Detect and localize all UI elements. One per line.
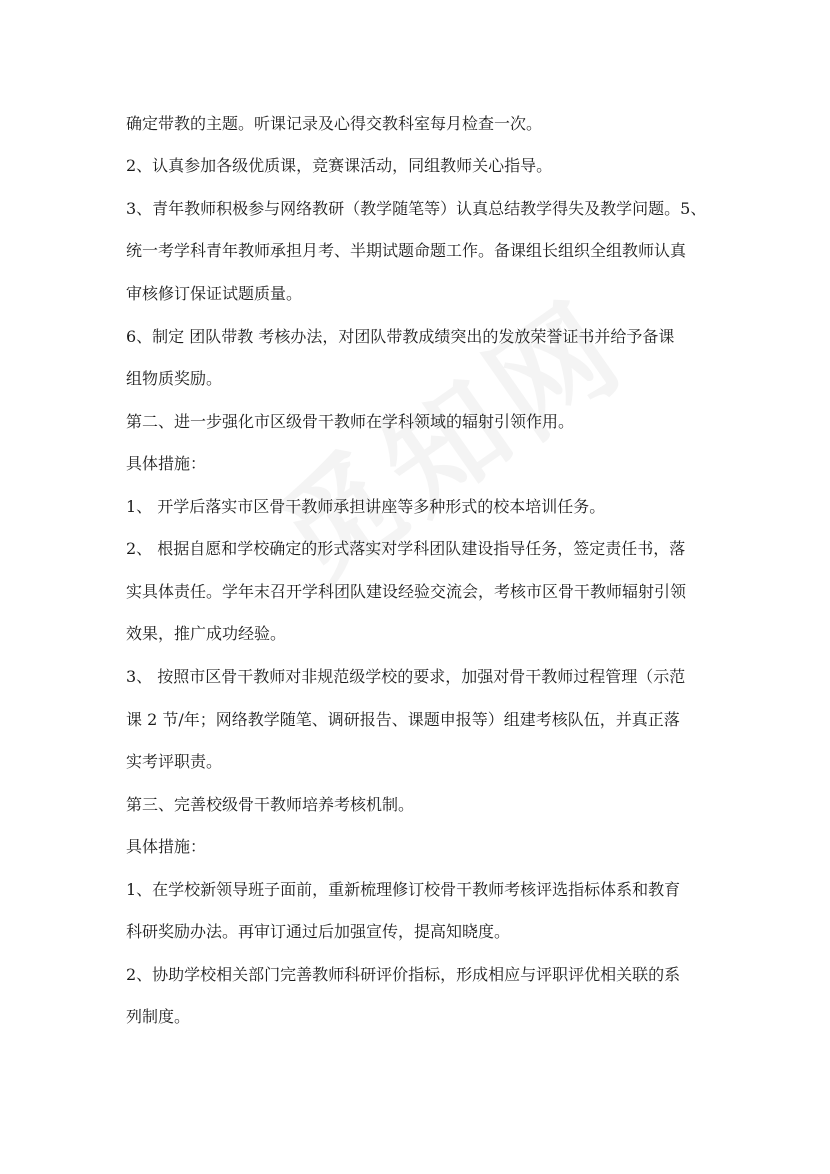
text-line: 第二、进一步强化市区级骨干教师在学科领域的辐射引领作用。 [126,412,575,431]
text-line: 6、制定 团队带教 考核办法，对团队带教成绩突出的发放荣誉证书并给予备课 [126,327,675,346]
text-line: 确定带教的主题。听课记录及心得交教科室每月检查一次。 [126,114,543,133]
text-line: 组物质奖励。 [126,369,223,388]
text-line: 2、 根据自愿和学校确定的形式落实对学科团队建设指导任务，签定责任书，落 [126,539,686,558]
text-line: 列制度。 [126,1007,191,1026]
text-line: 统一考学科青年教师承担月考、半期试题命题工作。备课组长组织全组教师认真 [126,241,687,260]
text-line: 1、 开学后落实市区骨干教师承担讲座等多种形式的校本培训任务。 [126,497,606,516]
text-line: 3、 按照市区骨干教师对非规范级学校的要求，加强对骨干教师过程管理（示范 [126,667,686,686]
text-line: 3、青年教师积极参与网络教研（教学随笔等）认真总结教学得失及教学问题。5、 [126,199,707,218]
text-line: 具体措施： [126,837,207,856]
text-line: 第三、完善校级骨干教师培养考核机制。 [126,795,415,814]
text-line: 效果，推广成功经验。 [126,624,287,643]
text-line: 科研奖励办法。再审订通过后加强宣传，提高知晓度。 [126,922,511,941]
text-line: 实具体责任。学年末召开学科团队建设经验交流会，考核市区骨干教师辐射引领 [126,582,687,601]
text-line: 课 2 节/年；网络教学随笔、调研报告、课题申报等）组建考核队伍，并真正落 [126,710,680,729]
text-line: 2、协助学校相关部门完善教师科研评价指标，形成相应与评职评优相关联的系 [126,965,681,984]
text-line: 审核修订保证试题质量。 [126,284,303,303]
text-line: 实考评职责。 [126,752,223,771]
text-line: 具体措施： [126,454,207,473]
text-line: 2、认真参加各级优质课，竞赛课活动，同组教师关心指导。 [126,156,553,175]
text-line: 1、在学校新领导班子面前，重新梳理修订校骨干教师考核评选指标体系和教育 [126,880,681,899]
